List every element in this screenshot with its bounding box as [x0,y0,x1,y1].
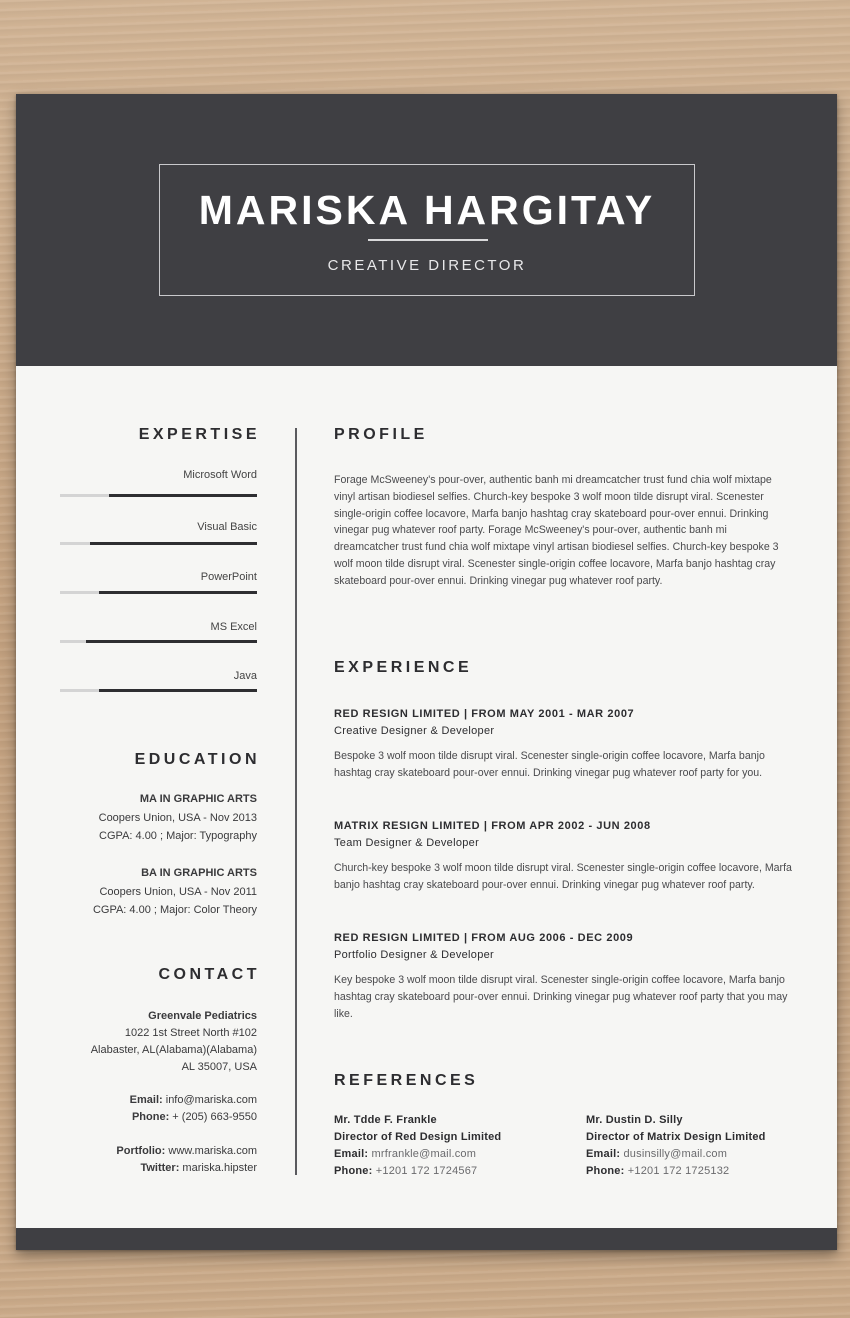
reference-position: Director of Matrix Design Limited [586,1131,766,1143]
resume-header [16,94,837,366]
contact-address-line: Alabaster, AL(Alabama)(Alabama) [90,1044,257,1056]
job-heading: MATRIX RESIGN LIMITED | FROM APR 2002 - JUN 2008 [334,820,651,832]
profile-heading: PROFILE [334,426,428,443]
job-heading: RED RESIGN LIMITED | FROM MAY 2001 - MAR 2007 [334,708,635,720]
reference-name: Mr. Dustin D. Silly [586,1114,683,1126]
reference-phone-label: Phone: [334,1165,373,1177]
experience-heading: EXPERIENCE [334,659,473,676]
skill-label: Visual Basic [197,521,257,533]
reference-phone-label: Phone: [586,1165,625,1177]
footer-band [16,1228,837,1250]
job-description: Church-key bespoke 3 wolf moon tilde disrupt viral. Scenester single-origin coffee locavore, Marfa banjo hashtag cray skateboard pour-over ennui. Drinking vinegar pug whatever roof party. [334,862,792,891]
skill-bar [60,689,257,692]
contact-phone [132,1111,257,1123]
skill-bar [60,494,257,497]
profile-text: Forage McSweeney's pour-over, authentic banh mi dreamcatcher trust fund chia wolf mixtape vinyl artisan biodiesel selfies. Church-key bespoke 3 wolf moon tilde disrupt viral. Scenester single-origin coffee locavore, Marfa banjo hashtag cray skateboard pour-over ennui. Drinking vinegar pug whatever roof party. Forage McSweeney's pour-over, authentic banh mi dreamcatcher trust fund chia wolf mixtape vinyl artisan biodiesel selfies. Church-key bespoke 3 wolf moon tilde disrupt viral. Scenester single-origin coffee locavore, Marfa banjo hashtag cray skateboard pour-over ennui. Drinking vinegar pug whatever roof party. [334,474,779,587]
contact-address-line: 1022 1st Street North #102 [124,1027,257,1039]
contact-twitter [140,1162,257,1174]
twitter-handle[interactable]: mariska.hipster [182,1162,257,1174]
reference-email-label: Email: [586,1148,621,1160]
phone-value: + (205) 663-9550 [172,1111,257,1123]
education-heading: EDUCATION [134,751,260,768]
reference-email [334,1148,476,1160]
reference-phone-value: +1201 172 1724567 [375,1165,478,1177]
portfolio-label: Portfolio: [116,1145,166,1157]
degree-school: Coopers Union, USA - Nov 2013 [98,812,257,824]
reference-name: Mr. Tdde F. Frankle [334,1114,437,1126]
reference-email-value[interactable]: mrfrankle@mail.com [371,1148,477,1160]
skill-bar-fill [99,689,257,692]
portfolio-link[interactable]: www.mariska.com [168,1145,257,1157]
degree-detail: CGPA: 4.00 ; Major: Typography [99,830,257,842]
reference-phone [586,1165,729,1177]
job-position: Creative Designer & Developer [334,725,495,737]
job-description: Key bespoke 3 wolf moon tilde disrupt viral. Scenester single-origin coffee locavore, Marfa banjo hashtag cray skateboard pour-over ennui. Drinking vinegar pug whatever roof party that you may like. [334,974,788,1020]
reference-phone [334,1165,477,1177]
contact-address-line: AL 35007, USA [181,1061,257,1073]
phone-label: Phone: [131,1111,170,1123]
email-label: Email: [129,1094,163,1106]
name-frame [159,164,695,296]
job-position: Portfolio Designer & Developer [334,949,495,961]
skill-bar-fill [86,640,257,643]
name-underline [368,239,488,241]
job-heading: RED RESIGN LIMITED | FROM AUG 2006 - DEC 2009 [334,932,634,944]
reference-email-value[interactable]: dusinsilly@mail.com [623,1148,728,1160]
skill-label: PowerPoint [200,571,257,583]
reference-email-label: Email: [334,1148,369,1160]
skill-bar-fill [90,542,257,545]
degree-title: MA IN GRAPHIC ARTS [139,793,257,805]
degree-detail: CGPA: 4.00 ; Major: Color Theory [92,904,257,916]
contact-org: Greenvale Pediatrics [148,1010,257,1022]
contact-email [130,1094,257,1106]
job-position: Team Designer & Developer [334,837,480,849]
degree-school: Coopers Union, USA - Nov 2011 [99,886,257,898]
resume-page [16,94,837,1250]
column-divider [295,428,297,1175]
person-name: MARISKA HARGITAY [198,187,656,233]
email-value[interactable]: info@mariska.com [165,1094,257,1106]
twitter-label: Twitter: [140,1162,180,1174]
skill-label: Java [233,670,257,682]
job-role-title: CREATIVE DIRECTOR [327,257,527,274]
reference-position: Director of Red Design Limited [334,1131,502,1143]
expertise-heading: EXPERTISE [138,426,260,443]
skill-bar-fill [99,591,257,594]
references-heading: REFERENCES [334,1072,479,1089]
skill-label: Microsoft Word [183,469,257,481]
skill-label: MS Excel [210,621,257,633]
reference-phone-value: +1201 172 1725132 [627,1165,730,1177]
contact-heading: CONTACT [158,966,260,983]
skill-bar [60,640,257,643]
skill-bar [60,542,257,545]
degree-title: BA IN GRAPHIC ARTS [141,867,257,879]
skill-bar [60,591,257,594]
skill-bar-fill [109,494,257,497]
reference-email [586,1148,727,1160]
job-description: Bespoke 3 wolf moon tilde disrupt viral. Scenester single-origin coffee locavore, Marfa banjo hashtag cray skateboard pour-over ennui. Drinking vinegar pug whatever roof party for you. [334,750,765,779]
contact-portfolio [116,1145,257,1157]
